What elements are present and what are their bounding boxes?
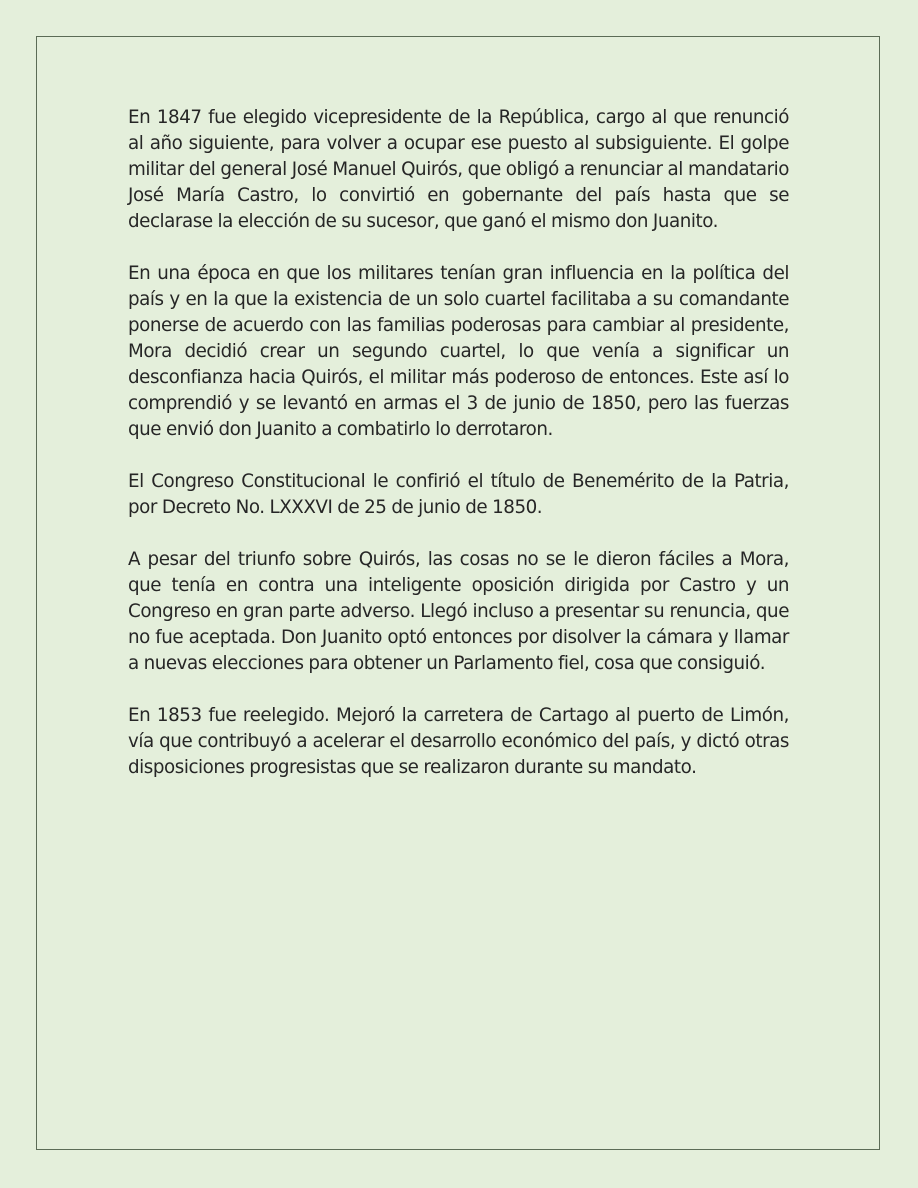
- paragraph-3: El Congreso Constitucional le confirió el título de Benemérito de la Patria, por Decreto No. LXXXVI de 25 de junio de 1850.: [128, 471, 789, 518]
- paragraph-1: En 1847 fue elegido vicepresidente de la República, cargo al que renunció al año siguiente, para volver a ocupar ese puesto al subsiguiente. El golpe militar del general José Manuel Quirós, que obligó a renunciar al mandatario José María Castro, lo convirtió en gobernante del país hasta que se declarase la elección de su sucesor, que ganó el mismo don Juanito.: [128, 107, 789, 232]
- paragraph-2: En una época en que los militares tenían gran influencia en la política del país y en la que la existencia de un solo cuartel facilitaba a su comandante ponerse de acuerdo con las familias poderosas para cambiar al presidente, Mora decidió crear un segundo cuartel, lo que venía a significar un desconfianza hacia Quirós, el militar más poderoso de entonces. Este así lo comprendió y se levantó en armas el 3 de junio de 1850, pero las fuerzas que envió don Juanito a combatirlo lo derrotaron.: [128, 263, 789, 440]
- paragraph-4: A pesar del triunfo sobre Quirós, las cosas no se le dieron fáciles a Mora, que tenía en contra una inteligente oposición dirigida por Castro y un Congreso en gran parte adverso. Llegó incluso a presentar su renuncia, que no fue aceptada. Don Juanito optó entonces por disolver la cámara y llamar a nuevas elecciones para obtener un Parlamento fiel, cosa que consiguió.: [128, 549, 789, 674]
- document-body: [128, 105, 789, 807]
- paragraph-5: En 1853 fue reelegido. Mejoró la carretera de Cartago al puerto de Limón, vía que contribuyó a acelerar el desarrollo económico del país, y dictó otras disposiciones progresistas que se realizaron durante su mandato.: [128, 705, 789, 778]
